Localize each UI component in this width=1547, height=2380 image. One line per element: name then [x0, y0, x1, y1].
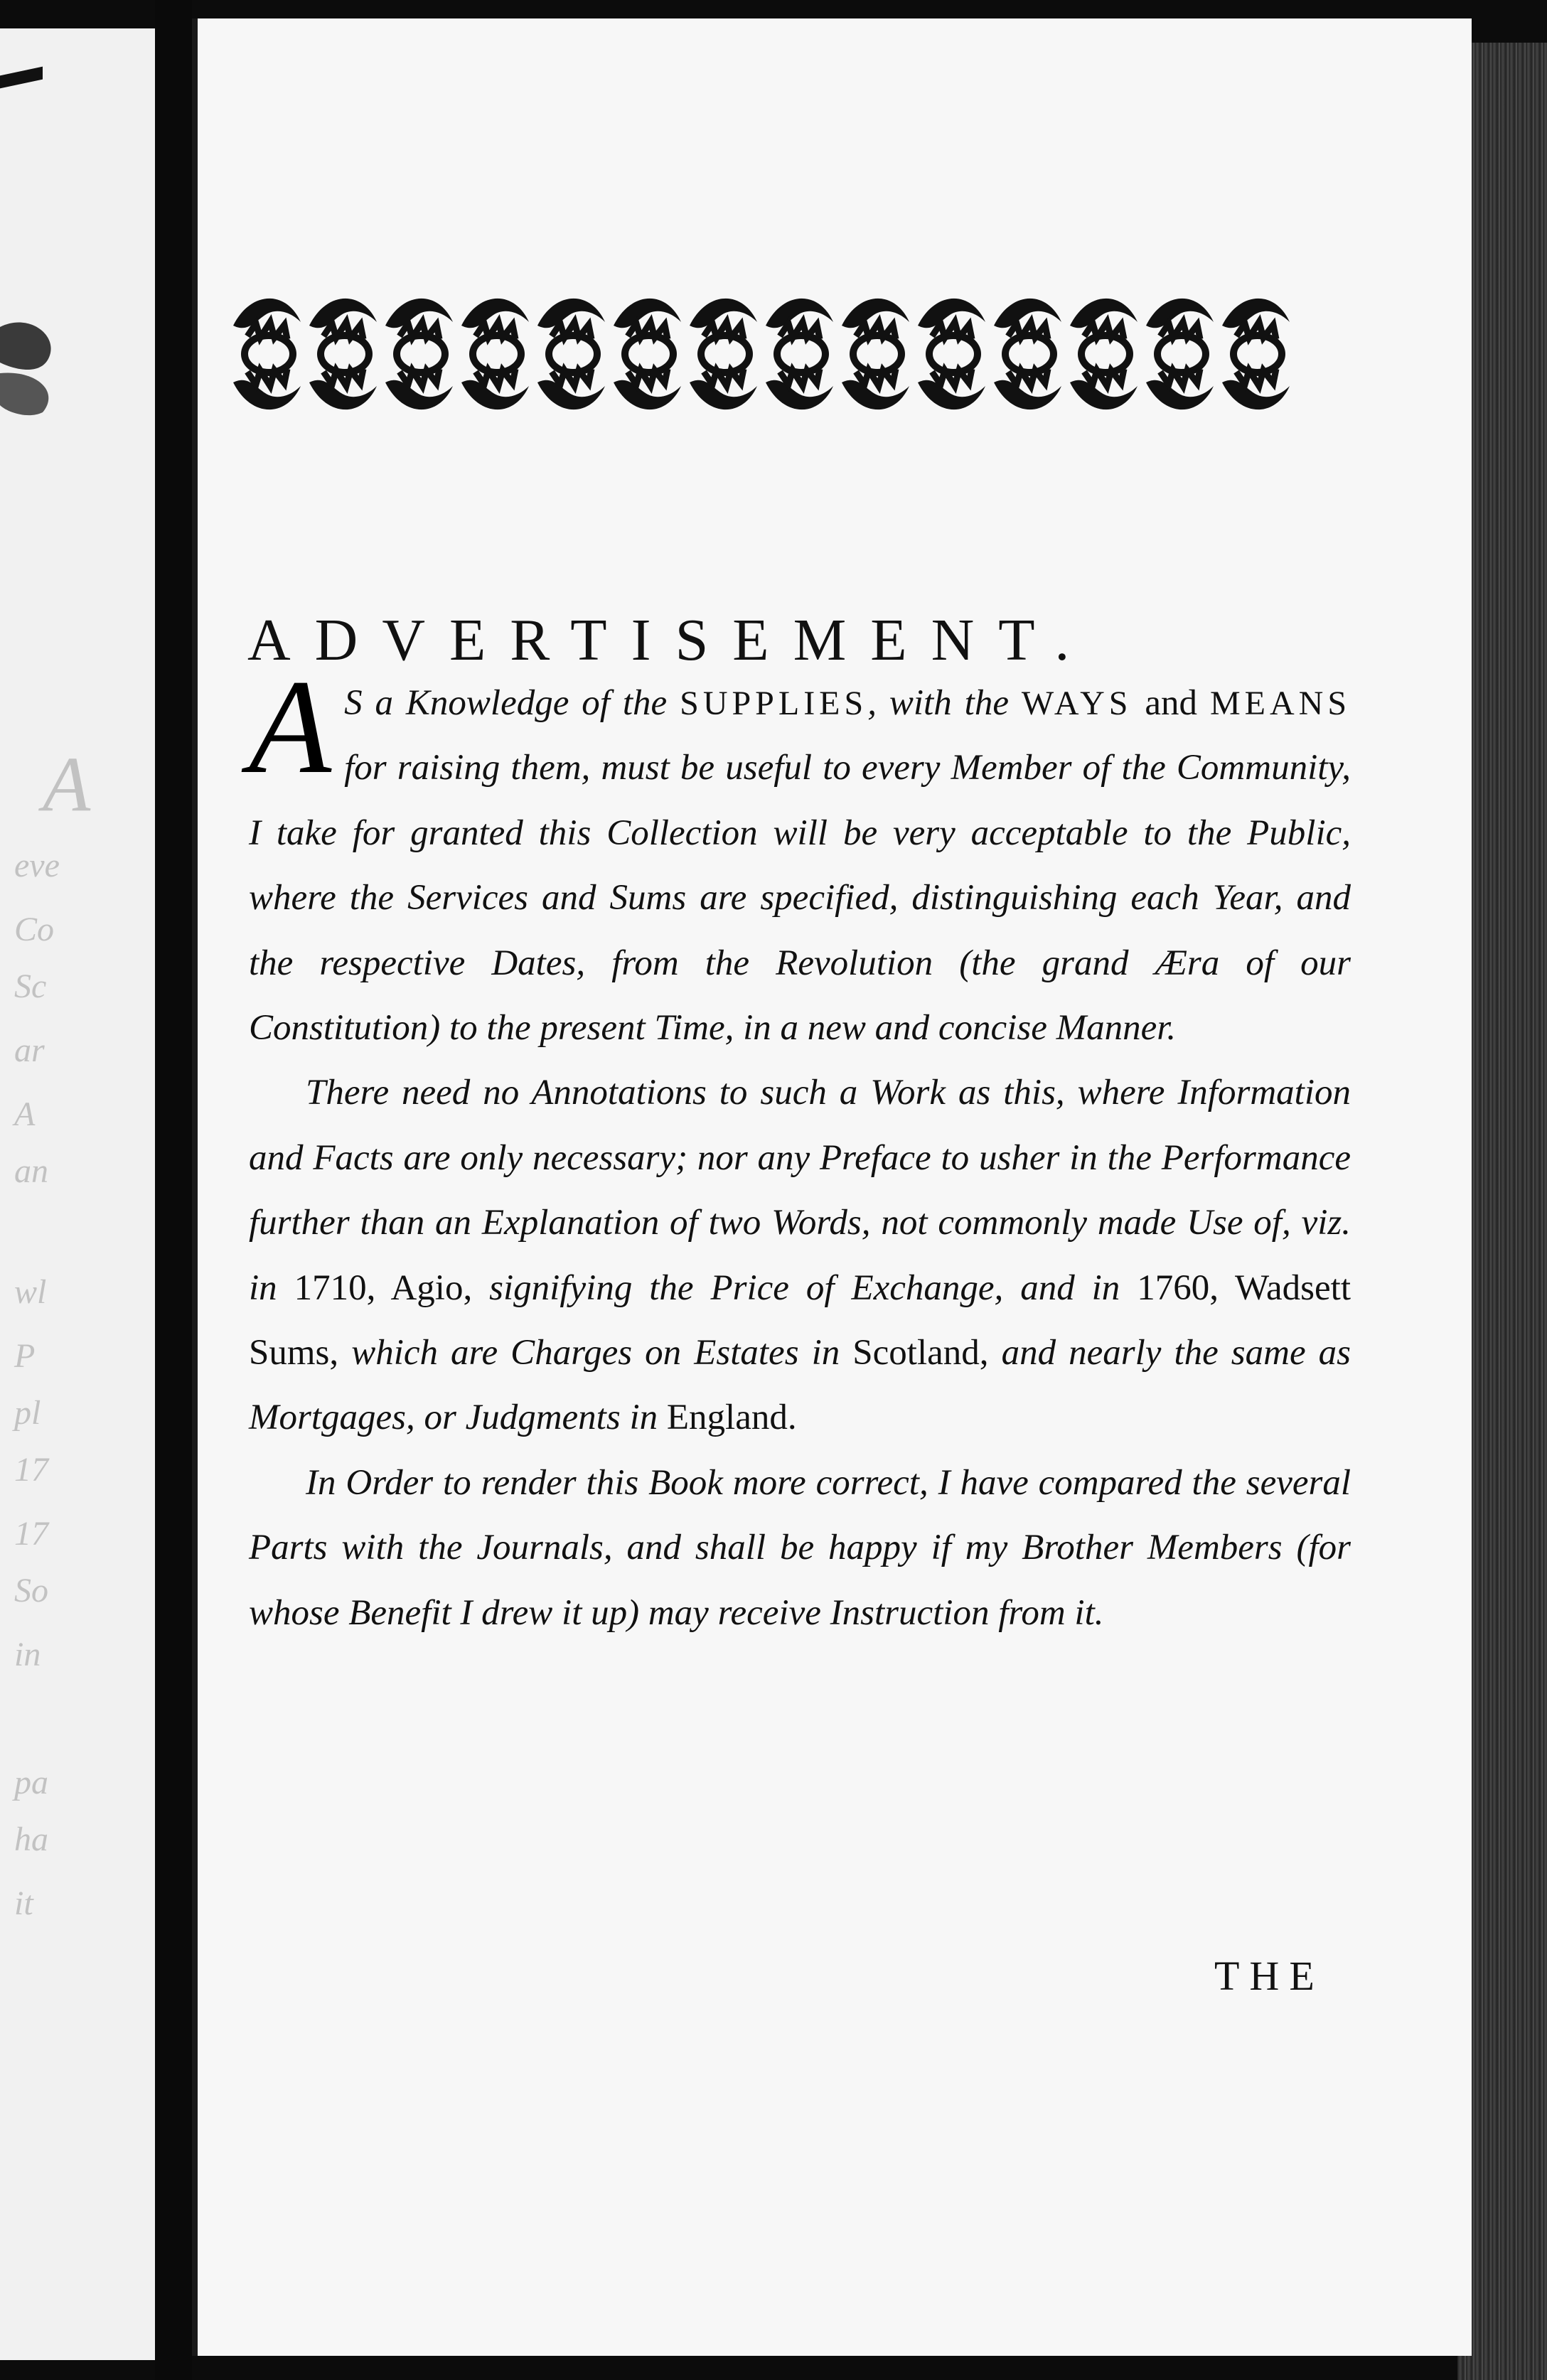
- ornament-unit: [766, 299, 833, 409]
- page-heading: ADVERTISEMENT.: [247, 607, 1094, 674]
- printers-ornament: [226, 283, 1296, 425]
- book-gutter: [155, 0, 192, 2380]
- paragraph: [249, 653, 1351, 1061]
- left-page-fragment: pa: [14, 1764, 48, 1801]
- text-run: SUPPLIES: [680, 685, 868, 722]
- text-run: for raising them, must be useful to every Member of the Community, I take for granted this Collection will be very acceptable to the Public, where the Services and Sums are specified, distinguishing each Year, and the respective Dates, from the Revolution (the grand Æra of our Constitution) to the present Time, in a new and concise Manner.: [249, 748, 1351, 1049]
- text-run: Scotland,: [852, 1333, 1002, 1373]
- left-page-fragment: A: [14, 1095, 36, 1133]
- text-run: 1710, Agio,: [294, 1267, 490, 1308]
- left-page-fragment: eve: [14, 847, 60, 884]
- advertisement-body: [249, 653, 1351, 1646]
- ornament-unit: [1070, 299, 1138, 409]
- text-run: There need no Annotations to such a Work as this, where Information and Facts are only necessary; nor any Preface to usher in the Performance further than an Explanation of two Words, not commonly made Use of, viz. in: [249, 1073, 1351, 1308]
- left-page-fragment: ha: [14, 1821, 48, 1858]
- text-run: WAYS: [1021, 685, 1133, 722]
- catchword: THE: [1214, 1953, 1324, 1999]
- ink-mark: [0, 67, 43, 89]
- text-run: and: [1132, 683, 1210, 723]
- left-page-fragment: Sc: [14, 967, 47, 1005]
- left-neighbour-page: [0, 28, 155, 2360]
- ornament-unit: [385, 299, 453, 409]
- text-run: which are Charges on Estates in: [351, 1333, 853, 1373]
- left-page-fragment: in: [14, 1636, 41, 1673]
- text-run: England.: [666, 1398, 797, 1438]
- left-page-fragment: Co: [14, 911, 55, 948]
- text-run: 1760, Wadsett Sums,: [249, 1267, 1351, 1373]
- text-run: S a Knowledge of the: [344, 683, 680, 723]
- drop-cap: A: [249, 653, 332, 802]
- left-page-fragment: it: [14, 1885, 33, 1922]
- text-run: MEANS: [1209, 685, 1351, 722]
- left-page-fragment: 17: [14, 1515, 48, 1553]
- ornament-unit: [690, 299, 757, 409]
- left-page-fragment: So: [14, 1572, 48, 1609]
- ornament-unit: [918, 299, 985, 409]
- text-run: , with the: [867, 683, 1022, 723]
- book-page: [192, 18, 1472, 2356]
- left-page-fragment: A: [43, 741, 91, 827]
- left-page-fragment: pl: [14, 1394, 41, 1432]
- paragraph: [249, 1061, 1351, 1450]
- text-run: signifying the Price of Exchange, and in: [489, 1267, 1138, 1308]
- ornament-unit: [994, 299, 1061, 409]
- ornament-unit: [537, 299, 605, 409]
- ornament-unit: [1222, 299, 1290, 409]
- text-run: and nearly the same as Mortgages, or Judgments in: [249, 1333, 1351, 1438]
- left-page-fragment: wl: [14, 1273, 47, 1311]
- ornament-unit: [309, 299, 377, 409]
- ornament-unit: [1146, 299, 1214, 409]
- left-page-fragment: 17: [14, 1451, 48, 1489]
- paragraph: [249, 1451, 1351, 1646]
- ornament-unit: [842, 299, 909, 409]
- left-ornament-fragment: [0, 313, 64, 419]
- text-run: In Order to render this Book more correct, I have compared the several Parts with the Journals, and shall be happy if my Brother Members (for whose Benefit I drew it up) may receive Instruction from it.: [249, 1462, 1351, 1633]
- left-page-fragment: P: [14, 1337, 36, 1375]
- ornament-unit: [461, 299, 529, 409]
- left-page-fragment: ar: [14, 1031, 45, 1069]
- left-page-fragment: an: [14, 1152, 48, 1190]
- ornament-unit: [614, 299, 681, 409]
- ornament-unit: [233, 299, 301, 409]
